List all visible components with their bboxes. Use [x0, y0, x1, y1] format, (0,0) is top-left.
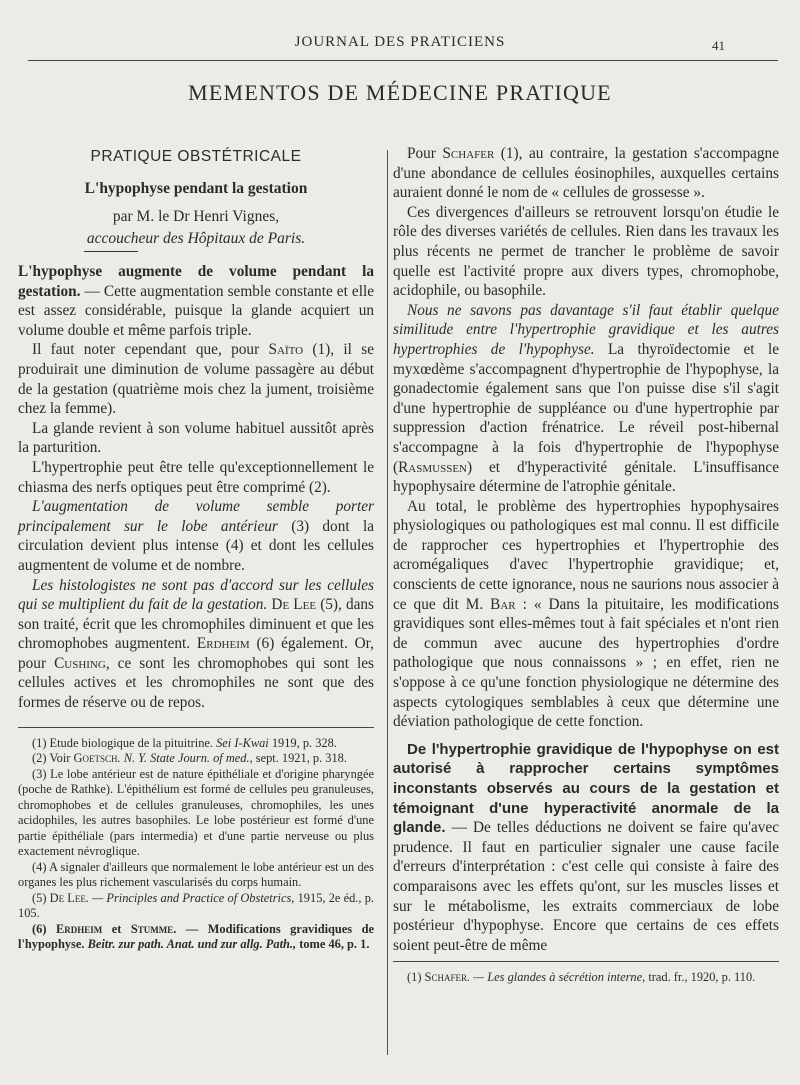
footnote: (1) Etude biologique de la pituitrine. Sei I-Kwai 1919, p. 328.: [32, 735, 337, 750]
lead-heading: De l'hypertrophie gravidique de l'hypophyse on est autorisé à rapprocher certains symptômes inconstants observés au cours de la gestation et témoignant d'une hyperactivité anormale de la glande.: [393, 740, 779, 837]
paragraph: Les histologistes ne sont pas d'accord sur les cellules qui se multiplient du fait de la gestation. De Lee (5), dans son traité, écrit que les chromophiles diminuent et que les chromophobes augmentent. Erdheim (6) également. Or, pour Cushing, ce sont les chromophobes qui sont les cellules actives et les chromophiles ne sont que des formes de réserve ou de repos.: [18, 576, 374, 712]
paragraph: Nous ne savons pas davantage s'il faut établir quelque similitude entre l'hypertrophie gravidique et les autres hypertrophies de l'hypophyse. La thyroïdectomie et le myxœdème s'accompagnent d'hypertrophie de l'hypophyse, la gonadectomie également sans que l'on puisse dise s'il s'agit d'une hypertrophie de suppléance ou d'une hypertrophie par suppression d'action frénatrice. Le réveil post-hibernal s'accompagne à la fois d'hypertrophie de l'hypophyse (Rasmussen) et d'hyperactivité génitale. L'insuffisance hypophysaire détermine de l'atrophie génitale.: [393, 301, 779, 496]
footnote-rule: [18, 727, 374, 728]
running-title: JOURNAL DES PRATICIENS: [294, 34, 506, 50]
title-rule: [84, 251, 138, 252]
column-separator: [387, 150, 388, 1055]
footnote: (4) A signaler d'ailleurs que normalement le lobe antérieur est un des organes les plus richement vascularisés du corps humain.: [18, 859, 374, 890]
paragraph: Pour Schafer (1), au contraire, la gestation s'accompagne d'une abondance de cellules éosinophiles, auxquelles certains auraient donné le nom de « cellules de grossesse ».: [393, 145, 779, 202]
right-column: [393, 144, 779, 986]
author-name: Bar: [490, 595, 516, 613]
footnote: (2) Voir Goetsch. N. Y. State Journ. of med., sept. 1921, p. 318.: [32, 751, 347, 766]
author-name: Erdheim: [196, 635, 250, 653]
byline: par M. le Dr Henri Vignes,: [112, 208, 280, 225]
paragraph: L'augmentation de volume semble porter principalement sur le lobe antérieur (3) dont la circulation devient plus intense (4) et dont les cellules augmentent de volume et de nombre.: [18, 498, 374, 574]
page-number: 41: [712, 38, 725, 53]
author-name: Saïto: [268, 341, 304, 359]
paragraph: De l'hypertrophie gravidique de l'hypophyse on est autorisé à rapprocher certains symptômes inconstants observés au cours de la gestation et témoignant d'une hyperactivité anormale de la glande. — De telles déductions ne doivent se faire qu'avec prudence. Il faut en particulier signaler une cause facile d'erreurs d'interprétation : c'est celle qui consiste à faire des comparaisons avec les effets qu'ont, sur les muscles lisses et sur le métabolisme, les extraits commerciaux de lobe postérieur d'hypophyse. Encore que certains de ces effets soient peut-être de même: [393, 740, 779, 954]
footnote: (1) Schafer. — Les glandes à sécrétion interne, trad. fr., 1920, p. 110.: [407, 970, 756, 985]
left-column: [18, 148, 374, 953]
paragraph: Ces divergences d'ailleurs se retrouvent lorsqu'on étudie le rôle des diverses variétés de cellules. Rien dans les travaux les plus récents ne permet de trancher le problème de savoir quelle est l'activité propre aux divers types, chromophobe, acidophile, ou basophile.: [393, 203, 779, 300]
footnote-rule: [393, 961, 779, 962]
footnote: (3) Le lobe antérieur est de nature épithéliale et d'origine pharyngée (poche de Rathke). L'épithélium est formé de cellules peu granuleuses, chromophobes et de cellules granuleuses, chromophiles, les unes acidophiles, les autres basophiles. Le lobe postérieur est formé d'une partie épithéliale (pars intermedia) et d'une partie nerveuse ou plus exactement névroglique.: [18, 766, 374, 859]
header-rule: [28, 60, 778, 61]
author-name: Cushing: [54, 654, 106, 672]
author-name: Rasmussen: [398, 458, 467, 476]
paragraph: L'hypophyse augmente de volume pendant la gestation. — Cette augmentation semble constante et elle est assez considérable, puisque la glande acquiert un volume double et même parfois triple.: [18, 263, 374, 339]
paragraph: La glande revient à son volume habituel aussitôt après la parturition.: [18, 419, 374, 457]
paragraph: L'hypertrophie peut être telle qu'exceptionnellement le chiasma des nerfs optiques peut être comprimé (2).: [18, 458, 374, 496]
footnote: (6) Erdheim et Stumme. — Modifications gravidiques de l'hypophyse. Beitr. zur path. Anat. und zur allg. Path., tome 46, p. 1.: [18, 921, 375, 952]
paragraph: Il faut noter cependant que, pour Saïto (1), il se produirait une diminution de volume passagère au début de la gestation (quatrième mois chez la jument, troisième chez la femme).: [18, 341, 374, 418]
author-name: De Lee: [271, 596, 317, 614]
paragraph: Au total, le problème des hypertrophies hypophysaires physiologiques ou pathologiques est mal connu. Il est difficile de rapprocher ces hypertrophies et l'hypertrophie des acromégaliques d'avec l'hypertrophie gravidique; et, conscients de cette ignorance, nous ne saurions nous associer à ce que dit M. Bar : « Dans la pituitaire, les modifications gravidiques sont elles-mêmes tout à fait spéciales et n'ont rien de commun avec aucune des hypertrophies d'ordre pathologique que nous connaissons » ; en effet, rien ne s'oppose à ce qu'une fonction physiologique ne détermine des aspects cytologiques semblables à ceux que détermine une déviation pathologique de cette fonction.: [393, 497, 779, 731]
affiliation: accoucheur des Hôpitaux de Paris.: [86, 230, 306, 247]
article-title: L'hypophyse pendant la gestation: [84, 180, 308, 197]
section-title: MEMENTOS DE MÉDECINE PRATIQUE: [188, 80, 612, 105]
lead-heading: L'hypophyse augmente de volume pendant la gestation.: [18, 263, 374, 300]
rubric-title: PRATIQUE OBSTÉTRICALE: [90, 148, 302, 165]
footnote: (5) De Lee. — Principles and Practice of Obstetrics, 1915, 2e éd., p. 105.: [18, 890, 374, 921]
author-name: Schafer: [442, 145, 495, 162]
